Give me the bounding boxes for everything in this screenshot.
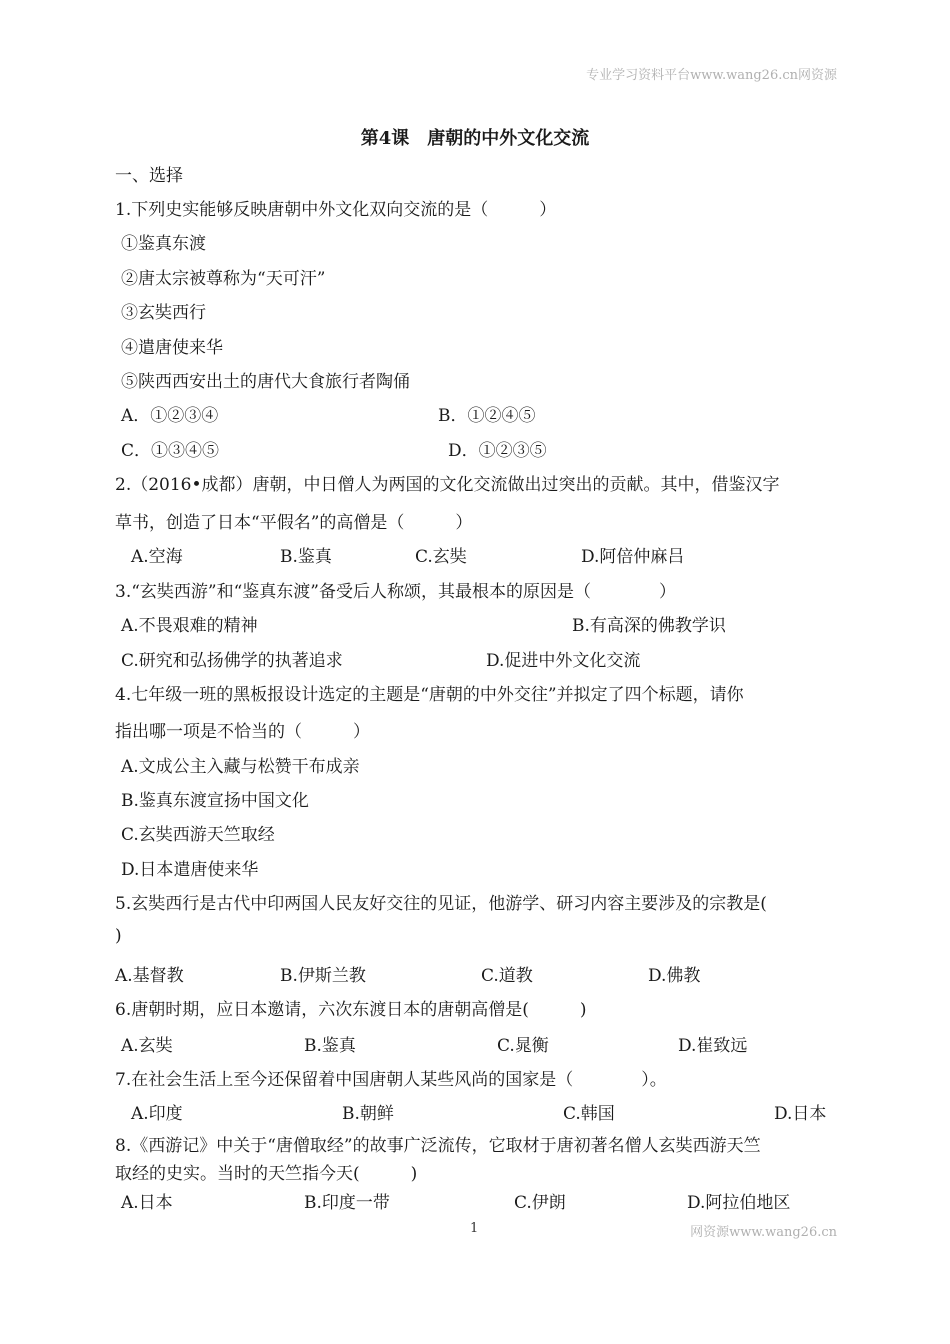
q1-option-c: C．①③④⑤ [121, 441, 220, 461]
q2-option-a: A.空海 [131, 547, 183, 567]
q8-stem-line2: 取经的史实。当时的天竺指今天( ) [115, 1164, 418, 1184]
q4-option-c: C.玄奘西游天竺取经 [121, 825, 275, 845]
q5-option-b: B.伊斯兰教 [280, 966, 366, 986]
q3-stem: 3.“玄奘西游”和“鉴真东渡”备受后人称颂，其最根本的原因是（ ） [115, 582, 676, 602]
q8-option-b: B.印度一带 [304, 1193, 390, 1213]
q3-option-c: C.研究和弘扬佛学的执著追求 [121, 651, 343, 671]
q6-option-c: C.晁衡 [497, 1036, 549, 1056]
q5-stem-line2: ) [115, 926, 122, 946]
q7-stem: 7.在社会生活上至今还保留着中国唐朝人某些风尚的国家是（ ）。 [115, 1070, 667, 1090]
q2-option-c: C.玄奘 [415, 547, 467, 567]
page-number: 1 [470, 1221, 479, 1236]
q3-option-b: B.有高深的佛教学识 [572, 616, 726, 636]
q1-item-3: ③玄奘西行 [121, 303, 206, 323]
q1-option-b: B．①②④⑤ [438, 406, 536, 426]
q2-stem-line2: 草书，创造了日本“平假名”的高僧是（ ） [115, 513, 473, 533]
q7-option-a: A.印度 [131, 1104, 183, 1124]
q8-option-a: A.日本 [121, 1193, 173, 1213]
q2-option-b: B.鉴真 [280, 547, 332, 567]
q4-stem-line1: 4.七年级一班的黑板报设计选定的主题是“唐朝的中外交往”并拟定了四个标题，请你 [115, 685, 744, 705]
q2-stem-line1: 2.（2016•成都）唐朝，中日僧人为两国的文化交流做出过突出的贡献。其中，借鉴汉字 [115, 475, 780, 495]
page-title: 第4课 唐朝的中外文化交流 [360, 128, 590, 149]
q1-option-a: A．①②③④ [121, 406, 219, 426]
q4-option-b: B.鉴真东渡宣扬中国文化 [121, 791, 309, 811]
q6-option-b: B.鉴真 [304, 1036, 356, 1056]
q8-option-c: C.伊朗 [514, 1193, 566, 1213]
q5-option-a: A.基督教 [115, 966, 184, 986]
q1-item-2: ②唐太宗被尊称为“天可汗” [121, 269, 326, 289]
q4-stem-line2: 指出哪一项是不恰当的（ ） [115, 722, 370, 742]
q6-option-a: A.玄奘 [121, 1036, 173, 1056]
q8-option-d: D.阿拉伯地区 [687, 1193, 791, 1213]
q1-item-4: ④遣唐使来华 [121, 338, 223, 358]
q2-option-d: D.阿倍仲麻吕 [581, 547, 685, 567]
q5-option-d: D.佛教 [648, 966, 701, 986]
q3-option-d: D.促进中外文化交流 [486, 651, 641, 671]
header-watermark: 专业学习资料平台www.wang26.cn网资源 [586, 68, 837, 83]
q7-option-b: B.朝鲜 [342, 1104, 394, 1124]
q7-option-c: C.韩国 [563, 1104, 615, 1124]
q7-option-d: D.日本 [774, 1104, 827, 1124]
q6-option-d: D.崔致远 [678, 1036, 748, 1056]
q5-option-c: C.道教 [481, 966, 533, 986]
q6-stem: 6.唐朝时期，应日本邀请，六次东渡日本的唐朝高僧是( ) [115, 1000, 587, 1020]
q8-stem-line1: 8.《西游记》中关于“唐僧取经”的故事广泛流传，它取材于唐初著名僧人玄奘西游天竺 [115, 1136, 761, 1156]
q3-option-a: A.不畏艰难的精神 [121, 616, 258, 636]
q4-option-d: D.日本遣唐使来华 [121, 860, 259, 880]
q5-stem-line1: 5.玄奘西行是古代中印两国人民友好交往的见证，他游学、研习内容主要涉及的宗教是( [115, 894, 767, 914]
footer-watermark: 网资源www.wang26.cn [690, 1225, 837, 1240]
q1-option-d: D．①②③⑤ [448, 441, 547, 461]
q1-stem: 1.下列史实能够反映唐朝中外文化双向交流的是（ ） [115, 200, 557, 220]
section-heading: 一、选择 [115, 166, 183, 186]
q1-item-1: ①鉴真东渡 [121, 234, 206, 254]
q1-item-5: ⑤陕西西安出土的唐代大食旅行者陶俑 [121, 372, 410, 392]
q4-option-a: A.文成公主入藏与松赞干布成亲 [121, 757, 360, 777]
